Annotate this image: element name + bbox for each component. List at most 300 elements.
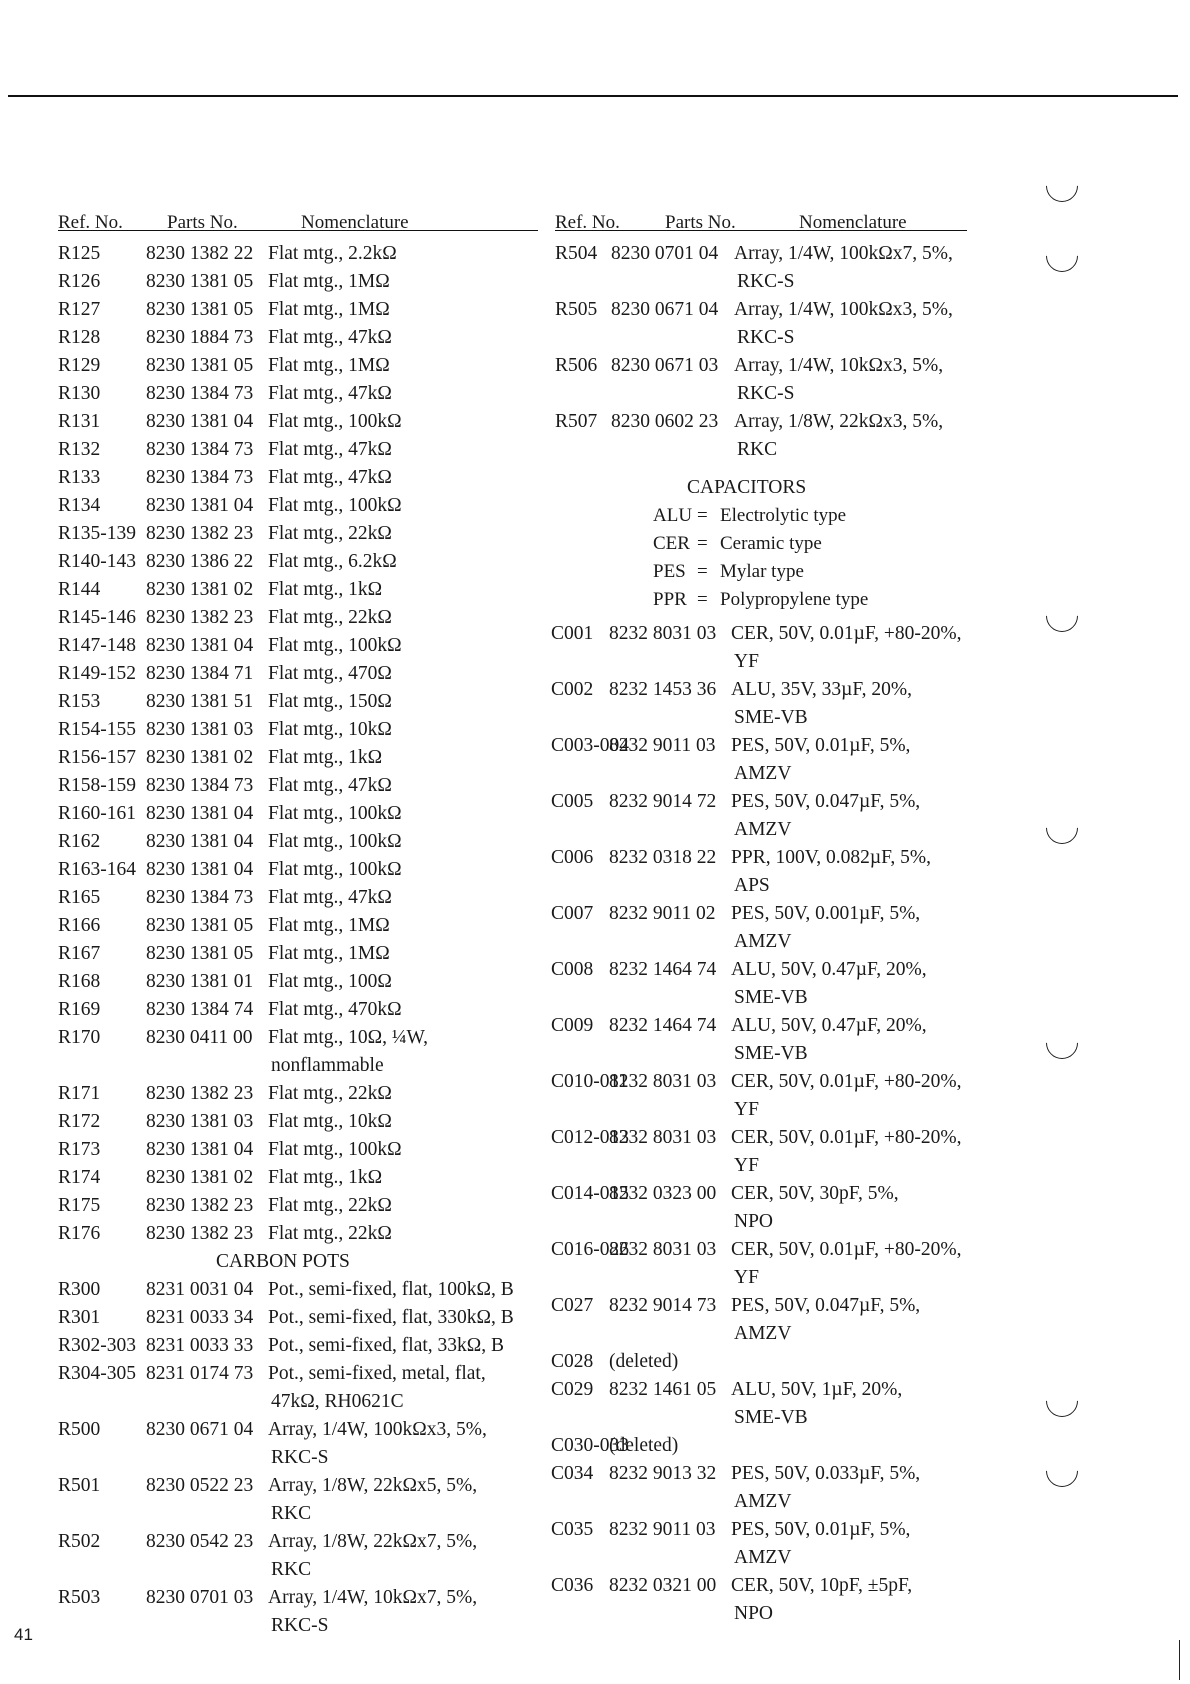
ref-no: R162: [58, 831, 101, 852]
nomenclature: Flat mtg., 100Ω: [268, 971, 392, 992]
nomenclature-continued: nonflammable: [271, 1055, 384, 1076]
nomenclature: ALU, 50V, 0.47µF, 20%,: [731, 1015, 927, 1036]
nomenclature-continued: AMZV: [734, 1323, 792, 1344]
ref-no: R163-164: [58, 859, 136, 880]
ref-no: R175: [58, 1195, 101, 1216]
ref-no: C001: [551, 623, 594, 644]
nomenclature-continued: RKC-S: [737, 327, 795, 348]
nomenclature-continued: YF: [734, 1099, 759, 1120]
table-row: [58, 1024, 538, 1080]
table-row: [551, 676, 1065, 732]
nomenclature: Array, 1/4W, 100kΩx3, 5%,: [268, 1419, 487, 1440]
parts-no: 8230 1384 73: [146, 439, 254, 460]
ref-no: R127: [58, 299, 101, 320]
ref-no: R134: [58, 495, 101, 516]
nomenclature-continued: AMZV: [734, 1491, 792, 1512]
parts-no: 8231 0033 34: [146, 1307, 254, 1328]
nomenclature: Flat mtg., 150Ω: [268, 691, 392, 712]
parts-no: (deleted): [609, 1435, 679, 1456]
table-row: [551, 788, 1065, 844]
ref-no: R126: [58, 271, 101, 292]
parts-no: 8232 1464 74: [609, 1015, 717, 1036]
header-nomenclature: Nomenclature: [301, 212, 409, 233]
ref-no: C006: [551, 847, 594, 868]
table-row: [58, 520, 538, 548]
parts-no: 8230 1381 04: [146, 411, 254, 432]
table-row: [551, 1180, 1065, 1236]
table-row: [58, 632, 538, 660]
nomenclature-continued: AMZV: [734, 931, 792, 952]
table-row: [58, 1360, 538, 1416]
nomenclature: PES, 50V, 0.033µF, 5%,: [731, 1463, 921, 1484]
carbon-pots-title: CARBON POTS: [216, 1251, 350, 1272]
resistor-list: [58, 240, 538, 1248]
parts-no: 8230 1381 03: [146, 1111, 254, 1132]
nomenclature-continued: AMZV: [734, 819, 792, 840]
table-row: [58, 492, 538, 520]
header-parts-no: Parts No.: [167, 212, 238, 233]
ref-no: R154-155: [58, 719, 136, 740]
nomenclature: Flat mtg., 470Ω: [268, 663, 392, 684]
nomenclature: Array, 1/4W, 10kΩx7, 5%,: [268, 1587, 478, 1608]
resistor-array-list: [555, 240, 1065, 464]
right-column: [551, 200, 1065, 1628]
pot-array-list: [58, 1276, 538, 1640]
ref-no: C035: [551, 1519, 594, 1540]
parts-no: 8230 1381 02: [146, 1167, 254, 1188]
left-rows: [58, 231, 538, 1640]
table-row: [551, 1292, 1065, 1348]
table-row: [58, 1584, 538, 1640]
nomenclature-continued: NPO: [734, 1211, 774, 1232]
nomenclature-continued: SME-VB: [734, 1043, 808, 1064]
nomenclature: Flat mtg., 22kΩ: [268, 523, 392, 544]
ref-no: R500: [58, 1419, 101, 1440]
ref-no: C034: [551, 1463, 594, 1484]
table-row: [58, 856, 538, 884]
table-row: [58, 940, 538, 968]
nomenclature-continued: SME-VB: [734, 1407, 808, 1428]
nomenclature: Flat mtg., 100kΩ: [268, 635, 402, 656]
parts-no: 8232 1464 74: [609, 959, 717, 980]
nomenclature: Flat mtg., 1MΩ: [268, 299, 390, 320]
ref-no: C016-026: [551, 1239, 629, 1260]
parts-no: 8230 1384 73: [146, 775, 254, 796]
nomenclature: Flat mtg., 22kΩ: [268, 1083, 392, 1104]
nomenclature: Array, 1/8W, 22kΩx5, 5%,: [268, 1475, 478, 1496]
table-row: [58, 268, 538, 296]
parts-no: 8232 8031 03: [609, 1127, 717, 1148]
table-row: [58, 464, 538, 492]
nomenclature: Flat mtg., 47kΩ: [268, 439, 392, 460]
ref-no: C028: [551, 1351, 594, 1372]
parts-no: 8232 9014 72: [609, 791, 717, 812]
nomenclature: Flat mtg., 1kΩ: [268, 579, 383, 600]
nomenclature-continued: RKC: [271, 1503, 312, 1524]
ref-no: R153: [58, 691, 101, 712]
nomenclature: PES, 50V, 0.047µF, 5%,: [731, 1295, 921, 1316]
ref-no: C012-013: [551, 1127, 629, 1148]
parts-no: 8230 1382 23: [146, 1195, 254, 1216]
ref-no: C003-004: [551, 735, 629, 756]
legend-description: Mylar type: [720, 561, 804, 582]
ref-no: R506: [555, 355, 598, 376]
parts-no: 8230 1381 02: [146, 747, 254, 768]
page-number: 41: [14, 1625, 33, 1644]
nomenclature: ALU, 35V, 33µF, 20%,: [731, 679, 913, 700]
table-row: [58, 408, 538, 436]
capacitors-title: CAPACITORS: [687, 477, 807, 498]
ref-no: R130: [58, 383, 101, 404]
nomenclature: Flat mtg., 47kΩ: [268, 383, 392, 404]
parts-no: 8230 1384 71: [146, 663, 254, 684]
nomenclature: Flat mtg., 6.2kΩ: [268, 551, 397, 572]
legend-description: Polypropylene type: [720, 589, 869, 610]
ref-no: R168: [58, 971, 101, 992]
nomenclature-continued: RKC: [737, 439, 778, 460]
ref-no: R166: [58, 915, 101, 936]
parts-no: 8232 9011 02: [609, 903, 716, 924]
nomenclature: Flat mtg., 22kΩ: [268, 607, 392, 628]
nomenclature: Flat mtg., 2.2kΩ: [268, 243, 397, 264]
parts-no: 8230 1381 04: [146, 859, 254, 880]
left-table-header: [58, 200, 538, 231]
ref-no: C010-011: [551, 1071, 629, 1092]
parts-no: 8230 0602 23: [611, 411, 719, 432]
nomenclature: Flat mtg., 47kΩ: [268, 327, 392, 348]
table-row: [58, 1080, 538, 1108]
right-rows: [551, 231, 1065, 1628]
parts-no: 8231 0031 04: [146, 1279, 254, 1300]
table-row: [58, 548, 538, 576]
parts-no: 8232 8031 03: [609, 623, 717, 644]
nomenclature: Array, 1/8W, 22kΩx3, 5%,: [734, 411, 944, 432]
legend-description: Electrolytic type: [720, 505, 847, 526]
table-row: [551, 844, 1065, 900]
ref-no: R125: [58, 243, 101, 264]
nomenclature: CER, 50V, 0.01µF, +80-20%,: [731, 1071, 962, 1092]
nomenclature: Flat mtg., 100kΩ: [268, 495, 402, 516]
nomenclature: Array, 1/4W, 100kΩx3, 5%,: [734, 299, 953, 320]
table-row: [58, 240, 538, 268]
table-row: [555, 296, 1065, 352]
parts-no: 8230 1884 73: [146, 327, 254, 348]
legend-abbr: CER: [653, 533, 690, 554]
table-row: [555, 352, 1065, 408]
parts-no: 8230 0701 03: [146, 1587, 254, 1608]
parts-no: 8232 9014 73: [609, 1295, 717, 1316]
ref-no: R133: [58, 467, 101, 488]
nomenclature: PES, 50V, 0.01µF, 5%,: [731, 735, 911, 756]
parts-no: 8232 1453 36: [609, 679, 717, 700]
ref-no: R147-148: [58, 635, 136, 656]
nomenclature: Flat mtg., 100kΩ: [268, 1139, 402, 1160]
nomenclature-continued: RKC-S: [271, 1447, 329, 1468]
nomenclature: Flat mtg., 1kΩ: [268, 1167, 383, 1188]
ref-no: R140-143: [58, 551, 136, 572]
table-row: [58, 380, 538, 408]
parts-no: 8230 1384 73: [146, 383, 254, 404]
parts-no: 8230 1382 22: [146, 243, 254, 264]
table-row: [551, 1068, 1065, 1124]
legend-item: [555, 502, 1065, 530]
ref-no: C014-015: [551, 1183, 629, 1204]
legend-item: [555, 530, 1065, 558]
nomenclature: Flat mtg., 22kΩ: [268, 1223, 392, 1244]
parts-no: 8230 0522 23: [146, 1475, 254, 1496]
ref-no: C005: [551, 791, 594, 812]
ref-no: R172: [58, 1111, 101, 1132]
table-row: [58, 828, 538, 856]
ref-no: R167: [58, 943, 101, 964]
parts-no: 8232 8031 03: [609, 1071, 717, 1092]
ref-no: R176: [58, 1223, 101, 1244]
nomenclature-continued: RKC: [271, 1559, 312, 1580]
parts-no: 8230 1384 73: [146, 467, 254, 488]
table-row: [551, 1432, 1065, 1460]
parts-no: 8230 1381 05: [146, 271, 254, 292]
table-row: [58, 436, 538, 464]
parts-no: 8230 1381 01: [146, 971, 254, 992]
header-parts-no: Parts No.: [665, 212, 736, 233]
capacitor-list: [551, 620, 1065, 1628]
nomenclature-continued: YF: [734, 1267, 759, 1288]
parts-no: 8230 1382 23: [146, 1083, 254, 1104]
legend-equals: =: [697, 533, 708, 554]
legend-item: [555, 586, 1065, 614]
ref-no: R170: [58, 1027, 101, 1048]
ref-no: R129: [58, 355, 101, 376]
table-row: [58, 296, 538, 324]
nomenclature: Flat mtg., 100kΩ: [268, 803, 402, 824]
ref-no: C029: [551, 1379, 594, 1400]
ref-no: R149-152: [58, 663, 136, 684]
table-row: [58, 1332, 538, 1360]
table-row: [58, 1164, 538, 1192]
table-row: [58, 968, 538, 996]
table-row: [551, 1348, 1065, 1376]
ref-no: R158-159: [58, 775, 136, 796]
parts-no: 8230 1382 23: [146, 1223, 254, 1244]
nomenclature: Pot., semi-fixed, flat, 33kΩ, B: [268, 1335, 505, 1356]
ref-no: C027: [551, 1295, 594, 1316]
nomenclature: PES, 50V, 0.001µF, 5%,: [731, 903, 921, 924]
table-row: [58, 1220, 538, 1248]
parts-no: 8230 0671 04: [146, 1419, 254, 1440]
nomenclature-continued: 47kΩ, RH0621C: [271, 1391, 404, 1412]
nomenclature: Flat mtg., 22kΩ: [268, 1195, 392, 1216]
parts-no: 8230 1386 22: [146, 551, 254, 572]
parts-no: 8230 1381 02: [146, 579, 254, 600]
nomenclature-continued: AMZV: [734, 1547, 792, 1568]
parts-no: 8230 1381 05: [146, 299, 254, 320]
table-row: [58, 352, 538, 380]
table-row: [551, 620, 1065, 676]
ref-no: C007: [551, 903, 594, 924]
nomenclature: Flat mtg., 1MΩ: [268, 915, 390, 936]
nomenclature: CER, 50V, 0.01µF, +80-20%,: [731, 1239, 962, 1260]
parts-no: 8232 0323 00: [609, 1183, 717, 1204]
nomenclature: Pot., semi-fixed, flat, 330kΩ, B: [268, 1307, 514, 1328]
ref-no: R301: [58, 1307, 101, 1328]
legend-abbr: ALU: [653, 505, 693, 526]
ref-no: R165: [58, 887, 101, 908]
nomenclature: Flat mtg., 1MΩ: [268, 355, 390, 376]
nomenclature: CER, 50V, 0.01µF, +80-20%,: [731, 623, 962, 644]
parts-no: 8230 1381 05: [146, 355, 254, 376]
nomenclature: PES, 50V, 0.047µF, 5%,: [731, 791, 921, 812]
nomenclature: Array, 1/8W, 22kΩx7, 5%,: [268, 1531, 478, 1552]
ref-no: R302-303: [58, 1335, 136, 1356]
table-row: [555, 240, 1065, 296]
parts-no: 8230 1384 73: [146, 887, 254, 908]
table-row: [58, 996, 538, 1024]
parts-no: 8230 1381 51: [146, 691, 254, 712]
nomenclature: Flat mtg., 10Ω, ¼W,: [268, 1027, 429, 1048]
edge-mark: [1179, 1640, 1181, 1680]
ref-no: R156-157: [58, 747, 136, 768]
table-row: [58, 688, 538, 716]
parts-no: 8232 1461 05: [609, 1379, 717, 1400]
table-row: [58, 1192, 538, 1220]
nomenclature: Flat mtg., 10kΩ: [268, 1111, 392, 1132]
nomenclature-continued: SME-VB: [734, 987, 808, 1008]
nomenclature: Flat mtg., 1MΩ: [268, 943, 390, 964]
ref-no: R504: [555, 243, 598, 264]
nomenclature: PPR, 100V, 0.082µF, 5%,: [731, 847, 932, 868]
nomenclature: Flat mtg., 47kΩ: [268, 887, 392, 908]
table-row: [551, 1460, 1065, 1516]
ref-no: R501: [58, 1475, 101, 1496]
nomenclature: Flat mtg., 100kΩ: [268, 411, 402, 432]
parts-no: 8230 1381 04: [146, 495, 254, 516]
nomenclature-continued: RKC-S: [737, 271, 795, 292]
nomenclature-continued: APS: [734, 875, 770, 896]
nomenclature-continued: YF: [734, 651, 759, 672]
parts-no: 8231 0174 73: [146, 1363, 254, 1384]
nomenclature: Flat mtg., 470kΩ: [268, 999, 402, 1020]
header-ref-no: Ref. No.: [58, 212, 123, 233]
parts-no: 8232 0318 22: [609, 847, 717, 868]
table-row: [58, 884, 538, 912]
nomenclature: ALU, 50V, 0.47µF, 20%,: [731, 959, 927, 980]
parts-no: 8230 0671 03: [611, 355, 719, 376]
right-table-header: [555, 200, 967, 231]
nomenclature: CER, 50V, 10pF, ±5pF,: [731, 1575, 913, 1596]
parts-no: 8230 1381 05: [146, 915, 254, 936]
legend-equals: =: [697, 505, 708, 526]
ref-no: R160-161: [58, 803, 136, 824]
nomenclature: Flat mtg., 100kΩ: [268, 859, 402, 880]
parts-no: 8232 0321 00: [609, 1575, 717, 1596]
nomenclature-continued: YF: [734, 1155, 759, 1176]
table-row: [58, 716, 538, 744]
nomenclature: Array, 1/4W, 10kΩx3, 5%,: [734, 355, 944, 376]
nomenclature: Flat mtg., 100kΩ: [268, 831, 402, 852]
parts-no: 8232 9011 03: [609, 1519, 716, 1540]
table-row: [551, 1572, 1065, 1628]
ref-no: R503: [58, 1587, 101, 1608]
table-row: [58, 1416, 538, 1472]
table-row: [58, 1108, 538, 1136]
parts-no: 8230 1381 03: [146, 719, 254, 740]
table-row: [58, 1276, 538, 1304]
table-row: [58, 660, 538, 688]
parts-no: 8230 1381 04: [146, 1139, 254, 1160]
table-row: [551, 1516, 1065, 1572]
ref-no: R132: [58, 439, 101, 460]
parts-no: 8230 1381 04: [146, 803, 254, 824]
nomenclature: Pot., semi-fixed, metal, flat,: [268, 1363, 486, 1384]
parts-no: (deleted): [609, 1351, 679, 1372]
ref-no: R135-139: [58, 523, 136, 544]
ref-no: R145-146: [58, 607, 136, 628]
ref-no: R131: [58, 411, 101, 432]
ref-no: C036: [551, 1575, 594, 1596]
parts-no: 8230 0542 23: [146, 1531, 254, 1552]
table-row: [58, 1304, 538, 1332]
table-row: [551, 1012, 1065, 1068]
nomenclature: CER, 50V, 0.01µF, +80-20%,: [731, 1127, 962, 1148]
table-row: [58, 1136, 538, 1164]
ref-no: C002: [551, 679, 594, 700]
nomenclature-continued: AMZV: [734, 763, 792, 784]
table-row: [58, 772, 538, 800]
table-row: [58, 800, 538, 828]
nomenclature: CER, 50V, 30pF, 5%,: [731, 1183, 899, 1204]
ref-no: R128: [58, 327, 101, 348]
table-row: [551, 900, 1065, 956]
table-row: [551, 1236, 1065, 1292]
parts-no: 8230 1382 23: [146, 607, 254, 628]
legend-equals: =: [697, 589, 708, 610]
parts-no: 8232 9011 03: [609, 735, 716, 756]
parts-no: 8230 1381 05: [146, 943, 254, 964]
nomenclature: Flat mtg., 47kΩ: [268, 467, 392, 488]
nomenclature: ALU, 50V, 1µF, 20%,: [731, 1379, 903, 1400]
ref-no: R505: [555, 299, 598, 320]
table-row: [58, 576, 538, 604]
nomenclature: Flat mtg., 1MΩ: [268, 271, 390, 292]
table-row: [58, 912, 538, 940]
ref-no: C030-033: [551, 1435, 629, 1456]
legend-item: [555, 558, 1065, 586]
top-rule: [8, 95, 1178, 97]
table-row: [551, 1376, 1065, 1432]
table-row: [555, 408, 1065, 464]
left-column: [58, 200, 538, 1640]
table-row: [58, 604, 538, 632]
table-row: [58, 1472, 538, 1528]
parts-no: 8230 0701 04: [611, 243, 719, 264]
parts-no: 8230 1382 23: [146, 523, 254, 544]
parts-no: 8230 0411 00: [146, 1027, 253, 1048]
parts-no: 8230 1381 04: [146, 635, 254, 656]
ref-no: R300: [58, 1279, 101, 1300]
nomenclature: PES, 50V, 0.01µF, 5%,: [731, 1519, 911, 1540]
nomenclature-continued: SME-VB: [734, 707, 808, 728]
nomenclature-continued: RKC-S: [737, 383, 795, 404]
nomenclature: Pot., semi-fixed, flat, 100kΩ, B: [268, 1279, 514, 1300]
ref-no: R173: [58, 1139, 101, 1160]
ref-no: C009: [551, 1015, 594, 1036]
nomenclature-continued: NPO: [734, 1603, 774, 1624]
nomenclature: Flat mtg., 1kΩ: [268, 747, 383, 768]
ref-no: R174: [58, 1167, 101, 1188]
ref-no: R304-305: [58, 1363, 136, 1384]
parts-no: 8232 9013 32: [609, 1463, 717, 1484]
legend-abbr: PES: [653, 561, 686, 582]
